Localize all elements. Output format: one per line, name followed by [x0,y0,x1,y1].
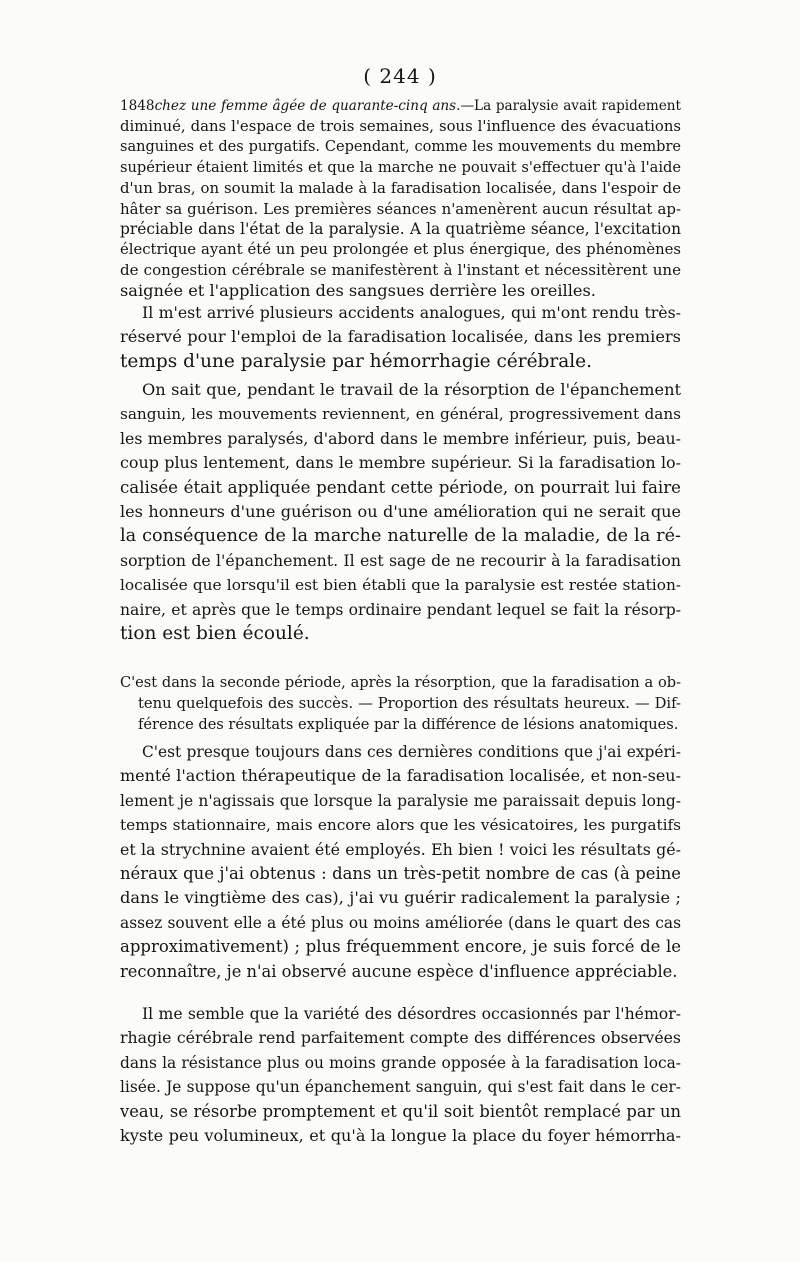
text-line [120,96,681,117]
text-line: reconnaître, je n'ai observé aucune espèce d'influence appréciable. [120,961,678,981]
text-line: lisée. Je suppose qu'un épanchement sanguin, qui s'est fait dans le cer- [120,1078,681,1097]
text-line: On sait que, pendant le travail de la résorption de l'épanchement [142,380,681,399]
text-line: temps d'une paralysie par hémorrhagie cérébrale. [120,350,593,372]
italic-phrase: chez une femme âgée de quarante-cinq ans. [154,98,461,114]
text-line: C'est presque toujours dans ces dernières conditions que j'ai expéri- [142,743,681,761]
text-line: tion est bien écoulé. [120,623,310,645]
paragraph-case-report [120,96,681,301]
text-line: rhagie cérébrale rend parfaitement compte des différences observées [120,1028,681,1048]
text-line: calisée était appliquée pendant cette période, on pourrait lui faire [120,477,681,497]
paragraph-accidents [120,301,681,374]
text-line: kyste peu volumineux, et qu'à la longue la place du foyer hémorrha- [120,1126,681,1146]
text-line: C'est dans la seconde période, après la résorption, que la faradisation a ob- [120,674,681,691]
year: 1848 [120,98,155,114]
text-line: veau, se résorbe promptement et qu'il soit bientôt remplacé par un [120,1101,681,1121]
page-number: ( 244 ) [363,64,437,88]
text-line: assez souvent elle a été plus ou moins améliorée (dans le quart des cas [120,913,681,932]
text-line: temps stationnaire, mais encore alors que les vésicatoires, les purgatifs [120,816,681,835]
text-line: dans la résistance plus ou moins grande opposée à la faradisation loca- [120,1053,681,1072]
text-line: menté l'action thérapeutique de la faradisation localisée, et non-seu- [120,766,681,786]
text-line: Il me semble que la variété des désordres occasionnés par l'hémor- [142,1004,681,1023]
text-line: supérieur étaient limités et que la marche ne pouvait s'effectuer qu'à l'aide [120,158,681,176]
text-line: lement je n'agissais que lorsque la paralysie me paraissait depuis long- [120,791,681,810]
text-line: réservé pour l'emploi de la faradisation localisée, dans les premiers [120,327,681,347]
text-line: de congestion cérébrale se manifestèrent à l'instant et nécessitèrent une [120,261,681,279]
text-line: diminué, dans l'espace de trois semaines, sous l'influence des évacuations [120,117,681,135]
section-summary [120,672,681,735]
text-line: sanguines et des purgatifs. Cependant, comme les mouvements du membre [120,139,681,155]
text-line: les membres paralysés, d'abord dans le membre inférieur, puis, beau- [120,428,681,448]
text-line: dans le vingtième des cas), j'ai vu guérir radicalement la paralysie ; [120,888,681,908]
paragraph-results [120,740,681,984]
text-line: saignée et l'application des sangsues derrière les oreilles. [120,280,596,300]
text-line: les honneurs d'une guérison ou d'une amélioration qui ne serait que [120,502,681,522]
text-line: férence des résultats expliquée par la différence de lésions anatomiques. [138,716,679,733]
text-line: localisée que lorsqu'il est bien établi que la paralysie est restée station- [120,576,681,595]
paragraph-resorption [120,378,681,646]
text-line: sanguin, les mouvements reviennent, en général, progressivement dans [120,405,681,424]
text-line: néraux que j'ai obtenus : dans un très-petit nombre de cas (à peine [120,864,681,884]
text-line: d'un bras, on soumit la malade à la faradisation localisée, dans l'espoir de [120,179,681,197]
line-rest: —La paralysie avait rapidement [460,98,681,114]
text-line: électrique ayant été un peu prolongée et plus énergique, des phénomènes [120,240,681,258]
text-line: préciable dans l'état de la paralysie. A la quatrième séance, l'excitation [120,220,681,238]
paragraph-hypothesis [120,1002,681,1148]
text-line: naire, et après que le temps ordinaire pendant lequel se fait la résorp- [120,600,681,619]
text-line: la conséquence de la marche naturelle de la maladie, de la ré- [120,526,681,547]
text-line: sorption de l'épanchement. Il est sage de ne recourir à la faradisation [120,550,681,570]
text-line: coup plus lentement, dans le membre supérieur. Si la faradisation lo- [120,453,681,473]
text-line: tenu quelquefois des succès. — Proportion des résultats heureux. — Dif- [138,695,681,712]
text-line: Il m'est arrivé plusieurs accidents analogues, qui m'ont rendu très- [142,303,681,322]
text-line: hâter sa guérison. Les premières séances n'amenèrent aucun résultat ap- [120,199,681,218]
text-line: et la strychnine avaient été employés. Eh bien ! voici les résultats gé- [120,839,681,859]
text-line: approximativement) ; plus fréquemment encore, je suis forcé de le [120,937,681,957]
